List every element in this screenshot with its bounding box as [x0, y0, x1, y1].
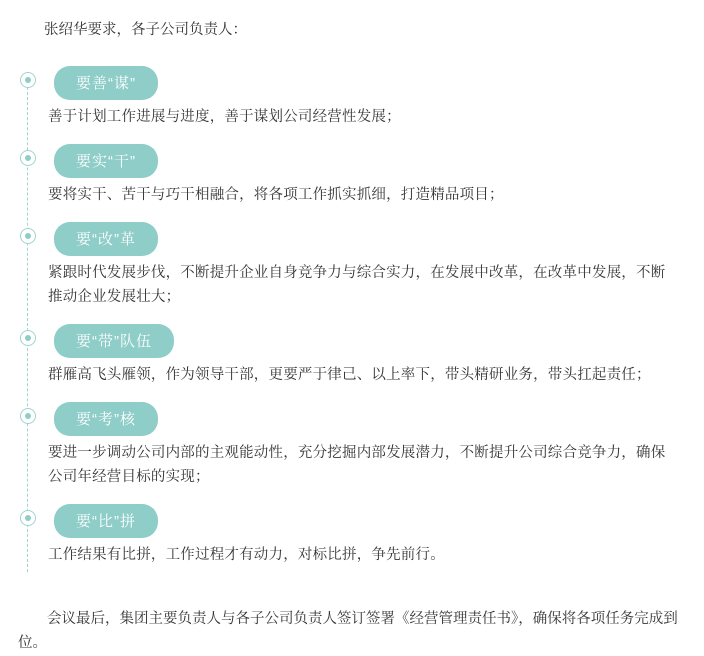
- item-tag: 要“改”革: [54, 222, 158, 256]
- timeline-list: [14, 64, 690, 579]
- item-text: 要将实干、苦干与巧干相融合，将各项工作抓实抓细，打造精品项目；: [48, 187, 504, 204]
- item-text: 群雁高飞头雁领，作为领导干部，更要严于律己、以上率下，带头精研业务，带头扛起责任；: [48, 366, 651, 383]
- item-tag: 要善“谋”: [54, 66, 158, 100]
- list-item: [44, 64, 690, 142]
- timeline-bullet-icon: [20, 330, 36, 346]
- item-text: 善于计划工作进展与进度，善于谋划公司经营性发展；: [48, 109, 401, 126]
- list-item: [44, 220, 690, 322]
- document-page: [0, 15, 704, 651]
- item-tag: 要“比”拼: [54, 504, 158, 538]
- list-item: [44, 502, 690, 580]
- item-text: 要进一步调动公司内部的主观能动性，充分挖掘内部发展潜力，不断提升公司综合竞争力，确保公司年经营目标的实现；: [48, 444, 666, 485]
- timeline-bullet-icon: [20, 408, 36, 424]
- list-item: [44, 142, 690, 220]
- item-tag: 要“考”核: [54, 402, 158, 436]
- item-text: 紧跟时代发展步伐，不断提升企业自身竞争力与综合实力，在发展中改革，在改革中发展，不断推动企业发展壮大；: [48, 265, 666, 305]
- item-tag: 要“带”队伍: [54, 324, 174, 358]
- timeline-bullet-icon: [20, 510, 36, 526]
- timeline-bullet-icon: [20, 228, 36, 244]
- list-item: [44, 322, 690, 400]
- list-item: [44, 400, 690, 502]
- closing-paragraph: 会议最后，集团主要负责人与各子公司负责人签订签署《经营管理责任书》，确保将各项任务完成到位。: [18, 611, 678, 651]
- item-text: 工作结果有比拼，工作过程才有动力，对标比拼，争先前行。: [48, 546, 445, 563]
- item-tag: 要实“干”: [54, 144, 158, 178]
- timeline-bullet-icon: [20, 72, 36, 88]
- timeline-bullet-icon: [20, 150, 36, 166]
- intro-paragraph: 张绍华要求，各子公司负责人：: [44, 21, 247, 38]
